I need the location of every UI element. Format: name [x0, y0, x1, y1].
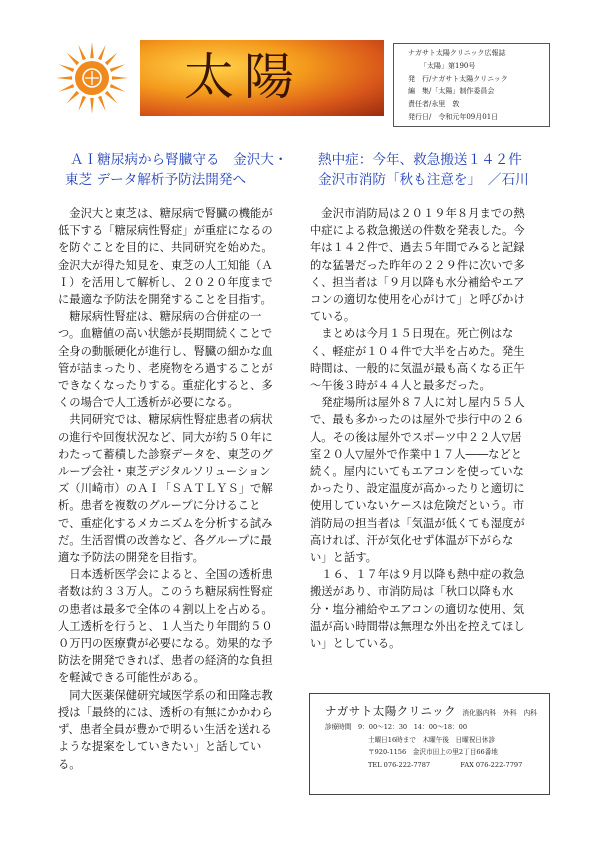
article-line: 時間は、一般的に気温が最も高くなる正午 — [310, 361, 525, 375]
clinic-info-box — [309, 693, 550, 795]
article-line: を防ぐことを目的に、共同研究を始めた。 — [58, 241, 273, 255]
clinic-address: 〒920-1156 金沢市田上の里2丁目66番地 — [368, 748, 498, 757]
article-line: 年は１４２件で、過去５年間でみると記録 — [310, 241, 525, 255]
article-line: 温が高い時間帯は無理な外出を控えてほし — [310, 619, 525, 633]
right-headline-line1: 熱中症：今年、救急搬送１４２件 — [318, 152, 522, 168]
article-line: 消防局の担当者は「気温が低くても湿度が — [310, 516, 525, 530]
article-line: く、担当者は「９月以降も水分補給やエア — [310, 275, 525, 289]
article-line: ず、患者全員が豊かで明るい生活を送れる — [58, 723, 272, 737]
editor: 編 集/「太陽」制作委員会 — [408, 87, 495, 96]
article-line: 適な予防法の開発を目指す。 — [58, 551, 204, 565]
article-line: 的な猛暑だった昨年の２２９件に次いで多 — [310, 258, 525, 272]
right-headline — [318, 150, 529, 190]
clinic-fax: FAX 076-222-7797 — [460, 760, 523, 769]
article-line: に最適な予防法を開発することを目指す。 — [58, 293, 272, 307]
article-line: 続く。屋内にいてもエアコンを使っていな — [310, 465, 524, 479]
article-line: で、重症化するメカニズムを分析する試み — [58, 516, 273, 530]
article-line: 者数は約３３万人。このうち糖尿病性腎症 — [58, 585, 273, 599]
article-line: 金沢大が得た知見を、東芝の人工知能（Ａ — [58, 258, 273, 272]
article-line: で、最も多かったのは屋外で歩行中の２６ — [310, 413, 525, 427]
article-line: 搬送があり、市消防局は「秋口以降も水 — [310, 585, 514, 599]
clinic-departments: 消化器内科 外科 内科 — [462, 709, 537, 717]
article-line: 発症場所は屋外８７人に対し屋内５５人 — [310, 396, 525, 410]
article-line: 人工透析を行うと、１人当たり年間約５０ — [58, 619, 273, 633]
article-line: 中症による救急搬送の件数を発表した。今 — [310, 224, 525, 238]
article-line: 全身の動脈硬化が進行し、腎臓の細かな血 — [58, 344, 273, 358]
article-line: 授は「最終的には、透析の有無にかかわら — [58, 705, 273, 719]
article-line: 糖尿病性腎症は、糖尿病の合併症の一 — [58, 310, 262, 324]
banner-title: 太陽 — [184, 48, 304, 106]
article-line: つ。血糖値の高い状態が長期間続くことで — [58, 327, 273, 341]
article-line: の進行や回復状況など、同大が約５０年に — [58, 430, 273, 444]
article-line: 〜午後３時が４４人と最多だった。 — [310, 379, 491, 393]
issue-number: 「太陽」第190号 — [420, 61, 476, 70]
clinic-saturday-note: 土曜日16時まで 木曜午後 日曜祝日休診 — [368, 735, 496, 744]
article-line: 室２０人▽屋外で作業中１７人――などと — [310, 447, 523, 461]
article-line: Ｉ）を活用して解析し、２０２０年度まで — [58, 275, 273, 289]
article-line: 金沢大と東芝は、糖尿病で腎臓の機能が — [58, 207, 273, 220]
right-headline-line2: 金沢市消防「秋も注意を」 ／石川 — [318, 172, 529, 188]
article-line: できなくなったりする。重症化すると、多 — [58, 379, 273, 393]
clinic-contact — [325, 759, 549, 772]
title-banner — [140, 40, 384, 116]
article-line: コンの適切な使用を心がけて」と呼びかけ — [310, 293, 525, 307]
article-line: かったり、設定温度が高かったりと適切に — [310, 482, 525, 496]
left-headline-line2: 東芝 データ解析予防法開発へ — [65, 172, 247, 188]
article-line: 共同研究では、糖尿病性腎症患者の病状 — [58, 413, 273, 427]
article-line: の患者は最多で全体の４割以上を占める。 — [58, 602, 273, 616]
left-headline — [65, 150, 288, 190]
article-line: る。 — [58, 757, 81, 771]
publisher: 発 行/ナガサト太陽クリニック — [408, 74, 508, 83]
article-line: ている。 — [310, 310, 356, 324]
article-line: ループ会社・東芝デジタルソリューション — [58, 465, 271, 479]
article-line: 人。その後は屋外でスポーツ中２２人▽居 — [310, 430, 522, 444]
article-line: く、軽症が１０４件で大半を占めた。発生 — [310, 344, 525, 358]
left-article-body — [58, 205, 298, 773]
left-headline-line1: ＡＩ糖尿病から腎臓守る 金沢大・ — [70, 152, 288, 168]
article-line: １６、１７年は９月以降も熱中症の救急 — [310, 568, 525, 582]
responsible-person: 責任者/永里 敦 — [408, 100, 460, 109]
article-line: 管が詰まったり、老廃物をろ過することが — [58, 361, 273, 375]
article-line: 日本透析医学会によると、全国の透析患 — [58, 568, 273, 582]
article-line: 低下する「糖尿病性腎症」が重症になるの — [58, 224, 273, 238]
article-line: くの場合で人工透析が必要になる。 — [58, 396, 239, 410]
article-line: 析。患者を複数のグループに分けること — [58, 499, 261, 513]
article-line: まとめは今月１５日現在。死亡例はな — [310, 327, 514, 341]
clinic-hours: 診療時間 9：00〜12：30 14：00〜18：00 — [325, 723, 468, 731]
publication-info-box — [393, 43, 550, 127]
article-line: ０万円の医療費が必要になる。効果的な予 — [58, 637, 273, 651]
article-line: い」としている。 — [310, 637, 401, 651]
clinic-phone: TEL 076-222-7787 — [368, 760, 431, 769]
article-line: 高ければ、汗が気化せず体温が下がらな — [310, 533, 514, 547]
article-line: だ。生活習慣の改善など、各グループに最 — [58, 533, 272, 547]
publish-date: 発行日/ 令和元年09月01日 — [408, 112, 499, 121]
article-line: 防法を開発できれば、患者の経済的な負担 — [58, 654, 273, 668]
article-line: 分・塩分補給やエアコンの適切な使用、気 — [310, 602, 525, 616]
clinic-name: ナガサト太陽クリニック — [325, 704, 457, 718]
article-line: を軽減できる可能性がある。 — [58, 671, 205, 685]
article-line: 同大医薬保健研究域医学系の和田隆志教 — [58, 688, 273, 702]
article-line: 使用していないケースは危険だという。市 — [310, 499, 525, 513]
article-line: い」と話す。 — [310, 551, 377, 565]
right-article-body — [310, 205, 550, 652]
article-line: 金沢市消防局は２０１９年８月までの熱 — [310, 207, 525, 220]
article-line: ような提案をしていきたい」と話してい — [58, 740, 262, 754]
sun-logo-icon — [52, 38, 132, 118]
article-line: わたって蓄積した診察データを、東芝のグ — [58, 447, 273, 461]
article-line: ズ（川崎市）のＡＩ「ＳＡＴＬＹＳ」で解 — [58, 482, 273, 496]
publication-name: ナガサト太陽クリニック広報誌 — [408, 49, 506, 57]
